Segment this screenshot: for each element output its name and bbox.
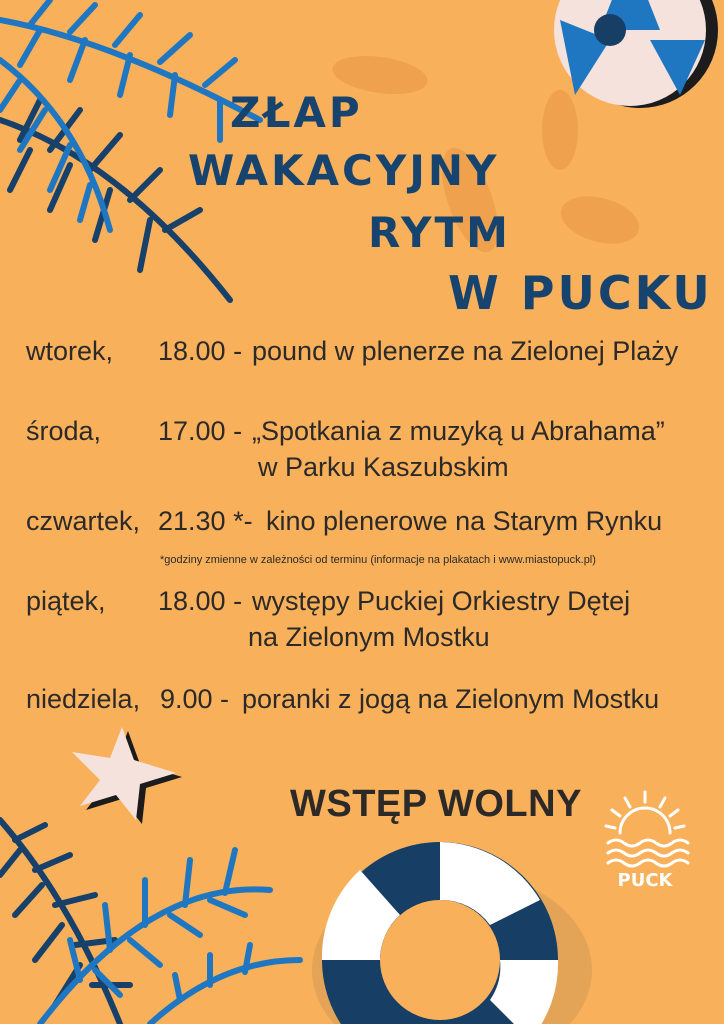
schedule-time: 17.00 -	[158, 416, 243, 446]
starfish-icon	[72, 727, 182, 824]
schedule-time: 21.30 *-	[158, 506, 253, 536]
schedule-day: wtorek,	[26, 336, 114, 366]
schedule-day: czwartek,	[26, 506, 141, 536]
title-line-4: W PUCKU	[448, 266, 713, 320]
schedule-description: „Spotkania z muzyką u Abrahama”	[252, 416, 665, 446]
schedule-description-continued: w Parku Kaszubskim	[258, 452, 509, 482]
schedule-description: występy Puckiej Orkiestry Dętej	[252, 586, 631, 616]
schedule-description: kino plenerowe na Starym Rynku	[266, 506, 663, 536]
schedule-time: 18.00 -	[158, 586, 243, 616]
schedule-day: piątek,	[26, 586, 106, 616]
schedule-description: pound w plenerze na Zielonej Plaży	[252, 336, 679, 366]
sun-waves-icon	[600, 788, 690, 874]
free-entry-heading: WSTĘP WOLNY	[290, 783, 582, 825]
beach-ball-icon	[554, 0, 718, 108]
schedule-time: 9.00 -	[160, 684, 230, 714]
schedule-day: niedziela,	[26, 684, 141, 714]
schedule-description-continued: na Zielonym Mostku	[248, 622, 490, 652]
title-line-2: WAKACYJNY	[188, 146, 500, 195]
life-buoy-icon	[312, 842, 592, 1024]
schedule-description: poranki z jogą na Zielonym Mostku	[242, 684, 660, 714]
title-line-1: ZŁAP	[230, 88, 363, 137]
logo-text: PUCK	[617, 870, 673, 891]
puck-logo	[600, 788, 690, 908]
title-line-3: RYTM	[368, 208, 511, 257]
palm-leaves-bottom-icon	[0, 820, 300, 1024]
schedule-day: środa,	[26, 416, 102, 446]
schedule-time: 18.00 -	[158, 336, 243, 366]
schedule-footnote: *godziny zmienne w zależności od terminu (informacje na plakatach i www.miastopuck.pl)	[160, 554, 596, 566]
